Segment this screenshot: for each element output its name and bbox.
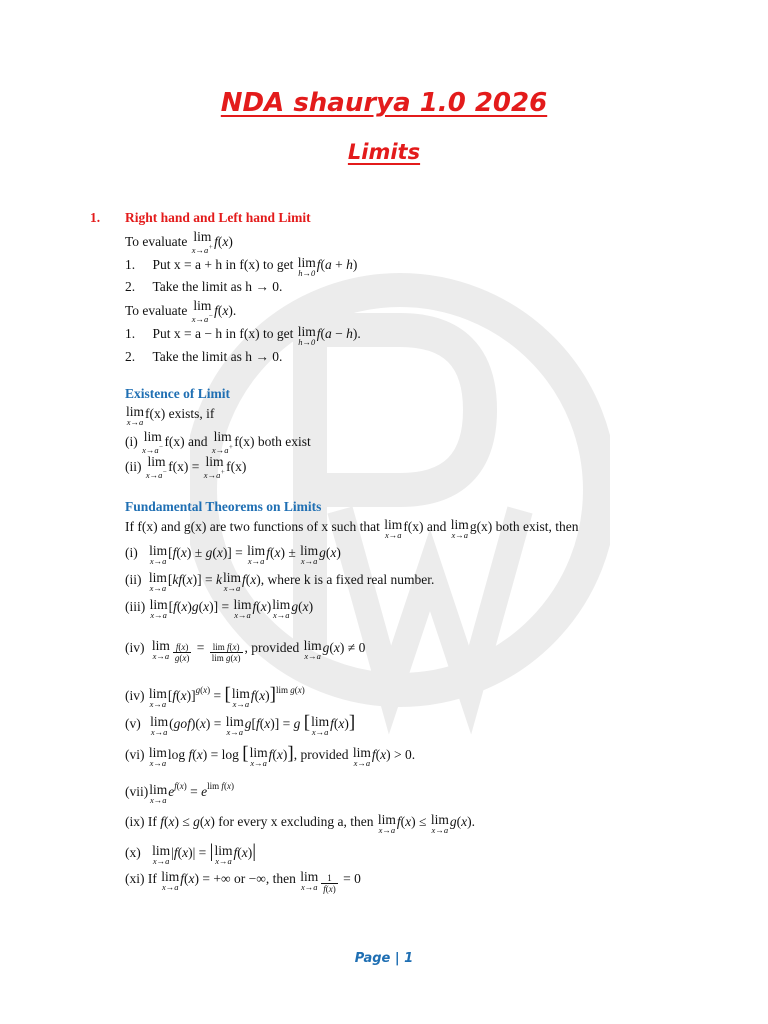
fundamental-intro-b: f(x) and xyxy=(403,519,447,534)
theorem-vi-note: provided xyxy=(300,747,349,762)
right-step-2-text: Take the limit as h → 0. xyxy=(152,279,283,294)
page-number: Page | 1 xyxy=(354,951,414,966)
theorem-i-tag: (i) xyxy=(125,545,138,560)
left-step-2-number: 2. xyxy=(125,349,136,364)
existence-line-2: (i) lim x→a− f(x) and lim x→a+ f(x) both exist xyxy=(125,429,311,455)
theorem-xi: (xi) If lim x→a f(x) = +∞ or −∞, then lim x→a $\frac{1}{f(x)}$ = 0 xyxy=(125,869,361,894)
left-step-2 xyxy=(125,349,282,365)
existence-line-2-text: f(x) and xyxy=(164,433,208,449)
existence-line-3: (ii) lim x→a− f(x) = lim x→a+ f(x) xyxy=(125,454,247,480)
theorem-iv-quotient: (iv) lim x→a $\frac{f(x)}{g(x)}$ = $\frac{\text{lim f(x)}}{\text{lim g(x)}}$ , provided lim x→a g(x) ≠ 0 xyxy=(125,638,366,663)
section-heading: Right hand and Left hand Limit xyxy=(125,210,311,225)
existence-line-2-tag: (i) xyxy=(125,433,138,449)
existence-line-2-end: f(x) both exist xyxy=(234,433,311,449)
theorem-ii-note: where k is a fixed real number. xyxy=(267,572,435,587)
theorem-vii-tag: (vii) xyxy=(125,784,149,799)
right-step-1-number: 1. xyxy=(125,257,136,272)
document-title: NDA shaurya 1.0 2026 xyxy=(220,88,548,118)
theorem-iv-power: (iv) lim x→a $[f(x)]^{g(x)}$ = [ lim x→a f(x)]$^{lim g(x)}$ xyxy=(125,684,305,709)
existence-heading: Existence of Limit xyxy=(125,386,230,401)
theorem-iv-power-tag: (iv) xyxy=(125,688,145,703)
existence-line-3-text: f(x) = xyxy=(168,458,200,474)
theorem-ix-note: for every x excluding a, then xyxy=(218,814,374,829)
theorem-ii-tag: (ii) xyxy=(125,572,142,587)
left-step-1: 1. Put x = a − h in f(x) to get lim h→0 f(a − h). xyxy=(125,324,361,347)
left-step-2-text: Take the limit as h → 0. xyxy=(152,349,283,364)
theorem-iii: (iii) lim x→a [f(x)g(x)] = lim x→a f(x) lim x→a g(x) xyxy=(125,597,314,620)
left-step-1-number: 1. xyxy=(125,326,136,341)
evaluate-left-line: To evaluate lim x→a− f(x). xyxy=(125,298,237,324)
theorem-ix-tag: (ix) xyxy=(125,814,145,829)
left-step-1-text: Put x = a − h in f(x) to get xyxy=(152,326,294,341)
theorem-vi: (vi) lim x→a log f(x) = log [ lim x→a f(x)], provided lim x→a f(x) > 0. xyxy=(125,743,416,768)
theorem-iv-tag: (iv) xyxy=(125,640,145,655)
fundamental-intro-c: g(x) both exist, then xyxy=(469,519,579,534)
theorem-x: (x) lim x→a |f(x)| = | lim x→a f(x)| xyxy=(125,841,257,866)
theorem-ix: (ix) If f(x) ≤ g(x) for every x excluding a, then lim x→a f(x) ≤ lim x→a g(x). xyxy=(125,812,475,835)
theorem-i: (i) lim x→a [f(x) ± g(x)] = lim x→a f(x) ± lim x→a g(x) xyxy=(125,543,341,566)
evaluate-right-label: To evaluate xyxy=(125,233,188,249)
document-subtitle: Limits xyxy=(347,140,421,164)
theorem-x-tag: (x) xyxy=(125,845,141,860)
section-number: 1. xyxy=(90,210,101,225)
right-step-1-text: Put x = a + h in f(x) to get xyxy=(152,257,294,272)
existence-line-3-end: f(x) xyxy=(226,458,247,474)
theorem-ii: (ii) lim x→a [kf(x)] = k lim x→a f(x), where k is a fixed real number. xyxy=(125,570,435,593)
fundamental-intro-a: If f(x) and g(x) are two functions of x such that xyxy=(125,519,380,534)
existence-line-1: lim x→a f(x) exists, if xyxy=(126,404,215,427)
right-step-2-number: 2. xyxy=(125,279,136,294)
evaluate-left-label: To evaluate xyxy=(125,302,188,318)
evaluate-right-line: To evaluate lim x→a+ f(x) xyxy=(125,229,233,255)
theorem-xi-note: or −∞, then xyxy=(234,871,296,886)
right-step-2 xyxy=(125,279,282,295)
existence-line-3-tag: (ii) xyxy=(125,458,142,474)
theorem-xi-tag: (xi) xyxy=(125,871,145,886)
right-step-1: 1. Put x = a + h in f(x) to get lim h→0 f(a + h) xyxy=(125,255,358,278)
fundamental-intro: If f(x) and g(x) are two functions of x such that lim x→a f(x) and lim x→a g(x) both exist, then xyxy=(125,517,579,540)
theorem-iv-note: provided xyxy=(251,640,300,655)
existence-line-1-text: f(x) exists, if xyxy=(145,406,215,421)
fundamental-heading: Fundamental Theorems on Limits xyxy=(125,499,322,514)
theorem-iii-tag: (iii) xyxy=(125,599,146,614)
theorem-v: (v) lim x→a (gof)(x) = lim x→a g[f(x)] = g [ lim x→a f(x)] xyxy=(125,712,356,737)
theorem-vii: (vii) lim x→a $e^{f(x)} = e^{lim f(x)}$ xyxy=(125,781,234,805)
theorem-vi-tag: (vi) xyxy=(125,747,145,762)
theorem-v-tag: (v) xyxy=(125,716,141,731)
